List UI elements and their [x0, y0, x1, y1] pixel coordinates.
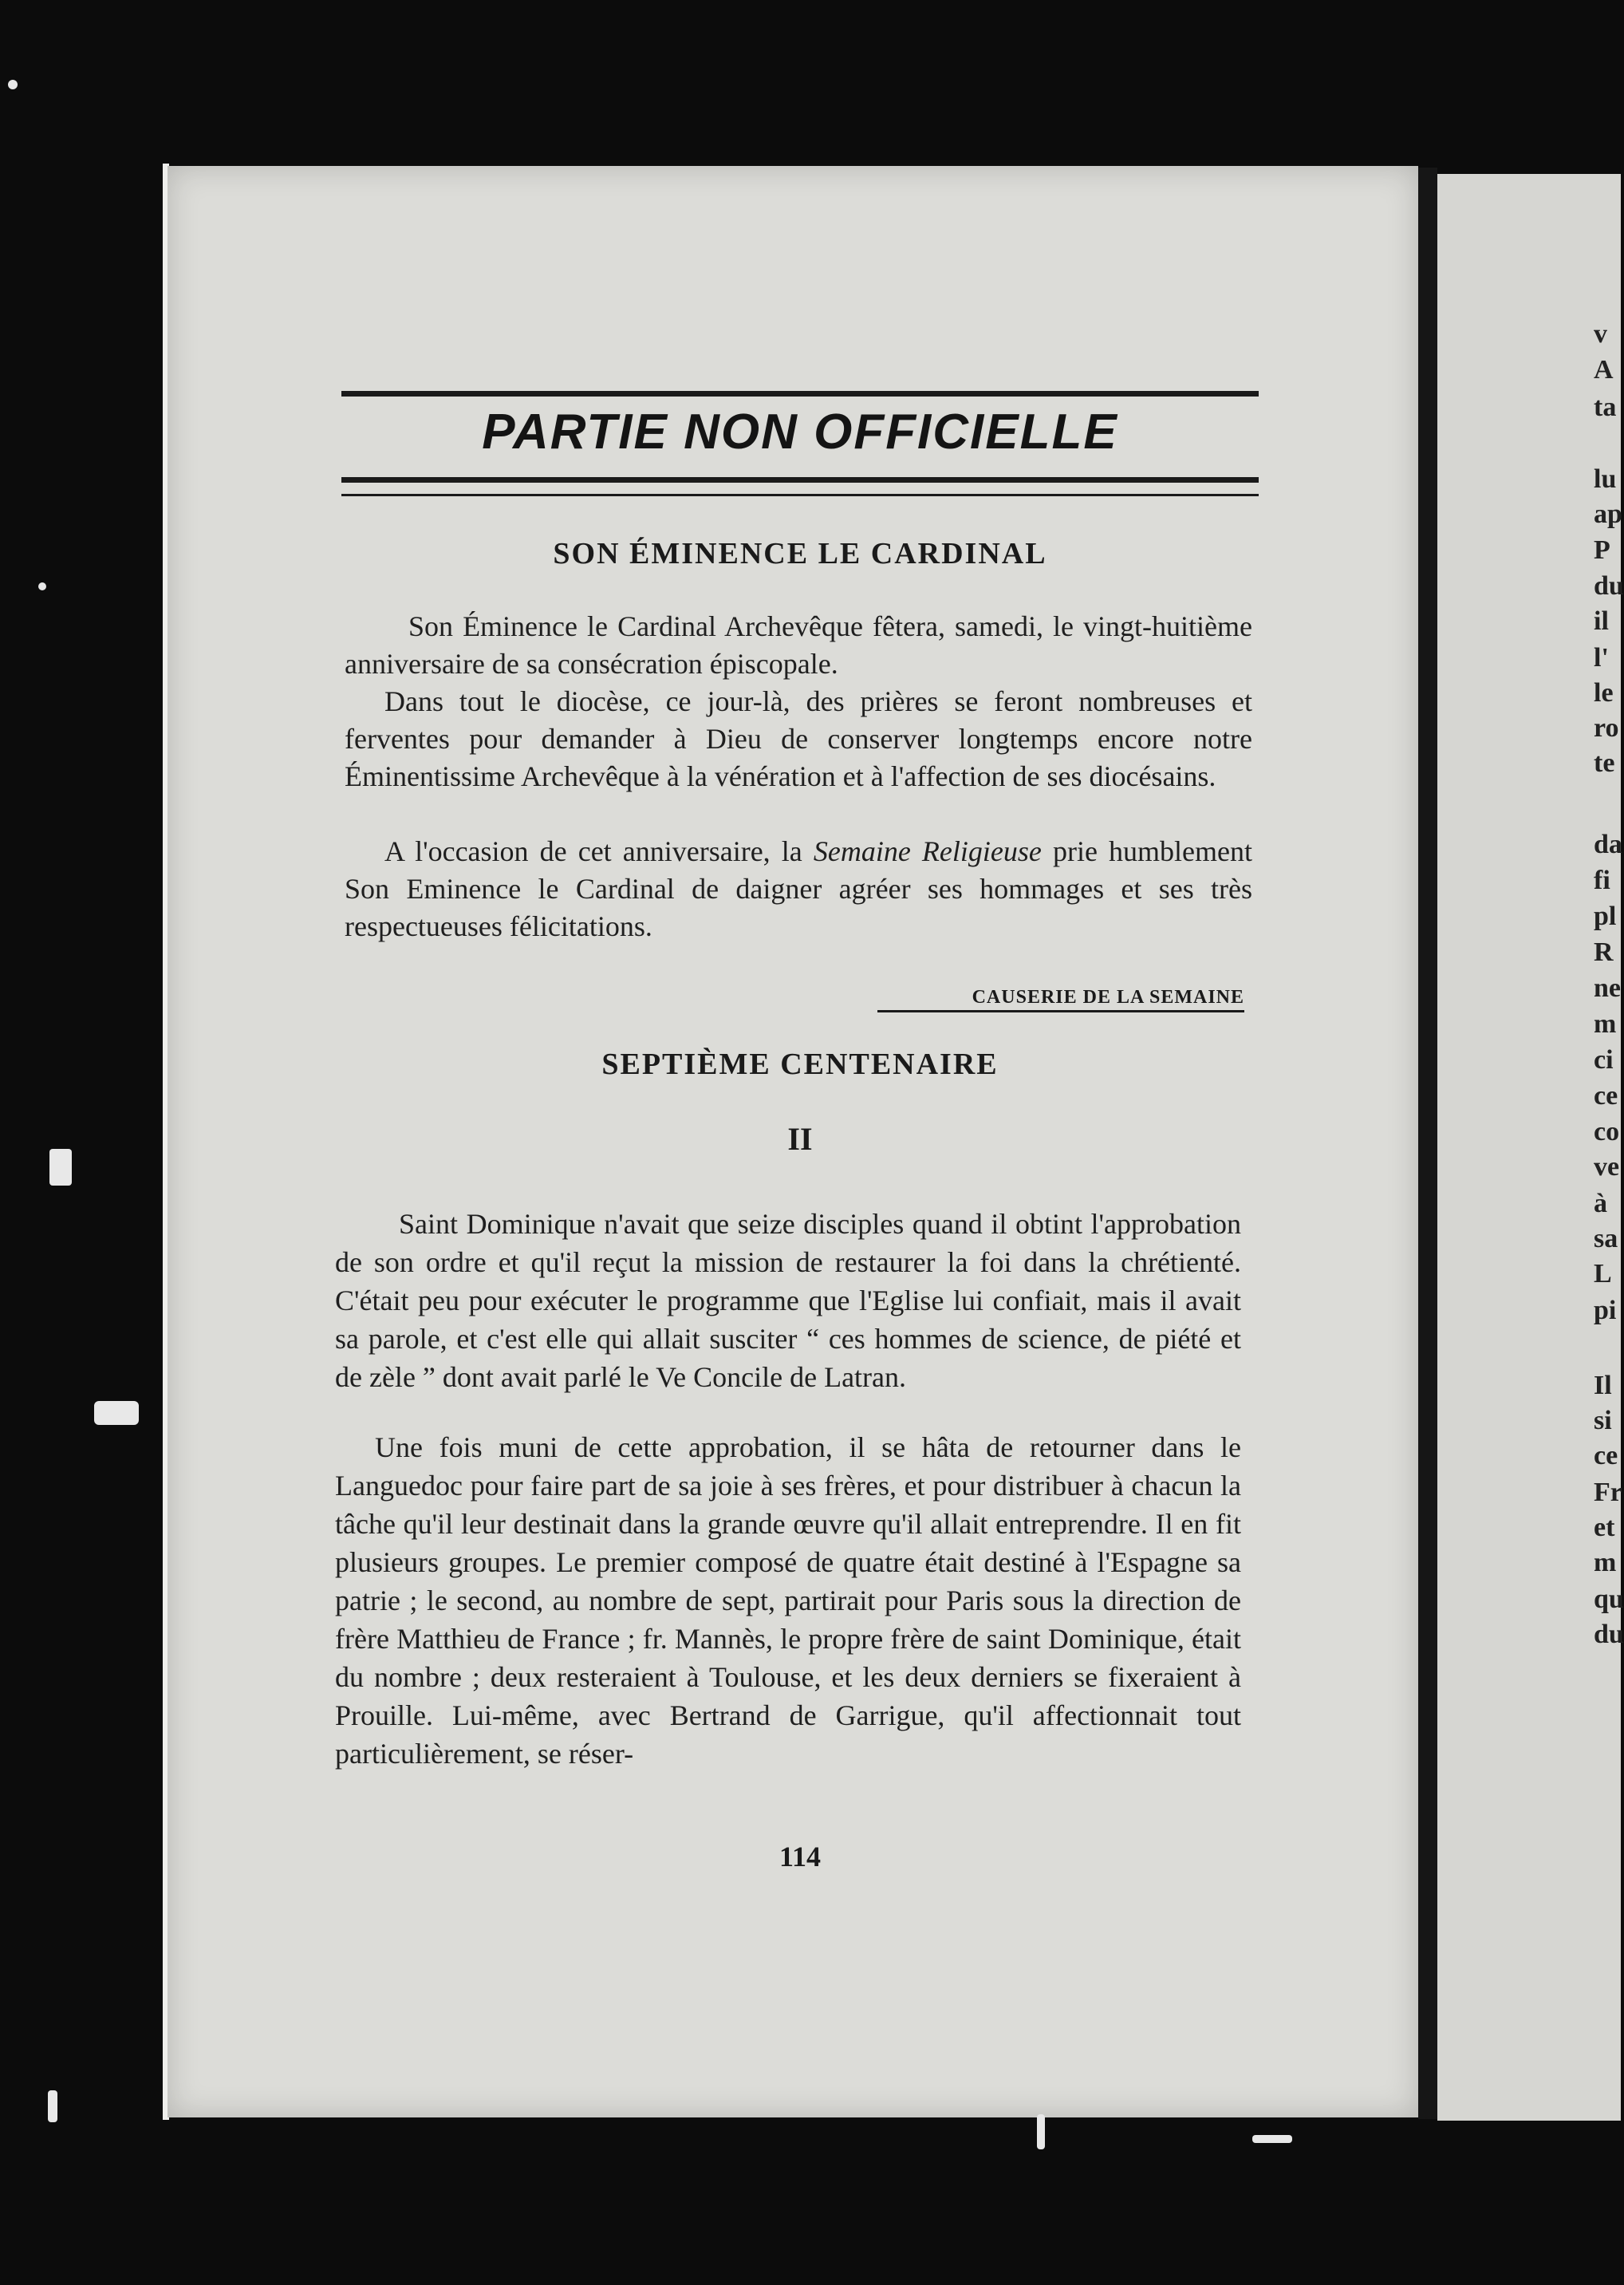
banner-bottom-rule	[341, 477, 1259, 483]
adjacent-page-fragment: Fr	[1594, 1478, 1622, 1507]
adjacent-page-fragment: ce	[1594, 1441, 1618, 1470]
adjacent-page-fragment: te	[1594, 748, 1615, 778]
adjacent-page-fragment: du	[1594, 571, 1624, 601]
adjacent-page-fragment: pl	[1594, 902, 1617, 931]
section-heading-centenaire: SEPTIÈME CENTENAIRE	[601, 1048, 999, 1081]
adjacent-page-fragment: si	[1594, 1406, 1612, 1435]
adjacent-page-fragment: R	[1594, 937, 1614, 967]
page-number: 114	[778, 1841, 821, 1873]
adjacent-page-fragment: ve	[1594, 1152, 1620, 1182]
adjacent-page-fragment: m	[1594, 1009, 1617, 1039]
adjacent-page-fragment: L	[1594, 1259, 1612, 1289]
adjacent-page-fragment: lu	[1594, 464, 1617, 494]
paragraph-languedoc: Une fois muni de cette approbation, il se hâta de retourner dans le Languedoc pour faire part de sa joie à ses frères, et pour distribuer à chacun la tâche qu'il leur destinait dans la grande œuvre qu'il allait entreprendre. Il en fit plusieurs groupes. Le premier composé de quatre était destiné à l'Espagne sa patrie ; le second, au nombre de sept, partirait pour Paris sous la direction de frère Matthieu de France ; fr. Mannès, le propre frère de saint Dominique, était du nombre ; deux resteraient à Toulouse, et les deux derniers se fixeraient à Prouille. Lui-même, avec Bertrand de Garrigue, qu'il affectionnait tout particulièrement, se réser-	[335, 1431, 1241, 1770]
scan-speck	[1037, 2114, 1045, 2149]
adjacent-page-fragment: ne	[1594, 973, 1621, 1003]
banner-title: PARTIE NON OFFICIELLE	[482, 405, 1118, 460]
adjacent-page-fragment: le	[1594, 678, 1614, 708]
adjacent-page	[1437, 174, 1624, 2121]
adjacent-page-fragment: ci	[1594, 1045, 1614, 1075]
adjacent-page-fragment: ap	[1594, 499, 1622, 529]
paragraph-anniversary: Son Éminence le Cardinal Archevêque fêtera, samedi, le vingt-huitième anniversaire de sa consécration épiscopale.	[345, 610, 1252, 680]
adjacent-page-fragment: ce	[1594, 1081, 1618, 1111]
paragraph-prayers: Dans tout le diocèse, ce jour-là, des prières se feront nombreuses et ferventes pour demander à Dieu de conserver longtemps encore notre Éminentissime Archevêque à la vénération et à l'affection de ses diocésains.	[345, 685, 1252, 792]
banner-top-rule	[341, 391, 1259, 397]
adjacent-page-fragment: du	[1594, 1620, 1624, 1649]
adjacent-page-fragment: fi	[1594, 866, 1610, 895]
paragraph-homage: A l'occasion de cet anniversaire, la Semaine Religieuse prie humblement Son Eminence le Cardinal de daigner agréer ses hommages et ses très respectueuses félicitations.	[345, 835, 1252, 942]
scan-speck	[94, 1401, 139, 1425]
scan-speck	[8, 80, 18, 89]
publication-name: Semaine Religieuse	[813, 835, 1042, 867]
section-heading-cardinal: SON ÉMINENCE LE CARDINAL	[553, 537, 1047, 570]
adjacent-page-fragment: P	[1594, 535, 1610, 565]
scan-speck	[48, 2090, 57, 2122]
adjacent-page-fragment: v	[1594, 319, 1607, 349]
adjacent-page-fragment: A	[1594, 355, 1614, 385]
adjacent-page-fragment: l'	[1594, 643, 1609, 673]
adjacent-page-fragment: ro	[1594, 713, 1619, 743]
book-gutter	[1418, 168, 1437, 2119]
adjacent-page-fragment: sa	[1594, 1224, 1618, 1253]
adjacent-page-fragment: à	[1594, 1189, 1607, 1218]
scan-speck	[49, 1149, 72, 1186]
adjacent-page-fragment: pi	[1594, 1296, 1617, 1325]
scan-speck	[1252, 2135, 1292, 2143]
adjacent-page-fragment: co	[1594, 1117, 1620, 1146]
paragraph-disciples: Saint Dominique n'avait que seize disciples quand il obtint l'approbation de son ordre et qu'il reçut la mission de restaurer la foi dans la chrétienté. C'était peu pour exécuter le programme que l'Eglise lui confiait, mais il avait sa parole, et c'est elle qui allait susciter “ ces hommes de science, de piété et de zèle ” dont avait parlé le Ve Concile de Latran.	[335, 1208, 1241, 1393]
section-tag: CAUSERIE DE LA SEMAINE	[877, 987, 1244, 1012]
banner-bottom-thin-rule	[341, 494, 1259, 496]
adjacent-page-fragment: m	[1594, 1548, 1617, 1577]
adjacent-page-fragment: Il	[1594, 1371, 1612, 1400]
chapter-number: II	[787, 1121, 813, 1157]
adjacent-page-fragment: il	[1594, 606, 1609, 636]
scan-speck	[38, 582, 46, 590]
adjacent-page-fragment: qu	[1594, 1585, 1624, 1614]
adjacent-page-fragment: et	[1594, 1513, 1615, 1542]
adjacent-page-fragment: da	[1594, 830, 1622, 859]
adjacent-page-fragment: ta	[1594, 393, 1617, 422]
